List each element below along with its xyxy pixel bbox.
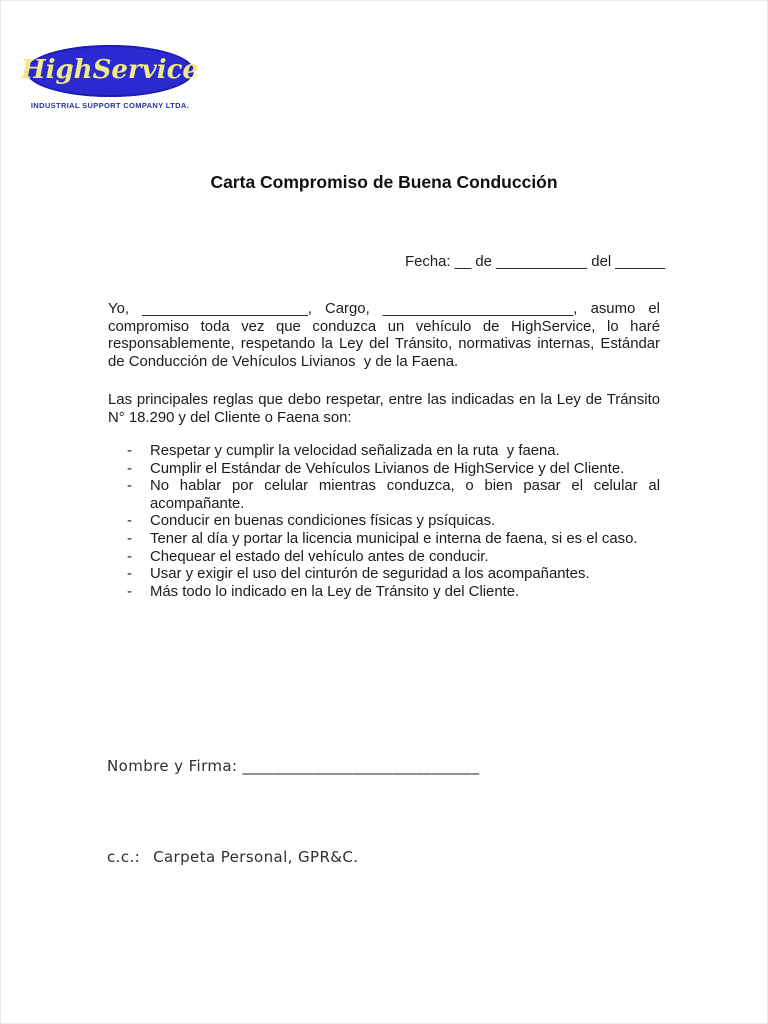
company-logo [21,45,199,110]
page-title: Carta Compromiso de Buena Conducción [210,172,558,192]
rule-text: Cumplir el Estándar de Vehículos Livianos de HighService y del Cliente. [150,460,625,477]
list-item [108,531,660,549]
logo-tagline: INDUSTRIAL SUPPORT COMPANY LTDA. [30,101,190,110]
rules-intro-paragraph: Las principales reglas que debo respetar, entre las indicadas en la Ley de Tránsito N° 18.290 y del Cliente o Faena son: [108,392,660,426]
dash-bullet: - [127,478,132,495]
dash-bullet: - [127,513,132,530]
date-fill-in-line: Fecha: __ de ___________ del ______ [405,254,665,270]
list-item [108,584,660,602]
cc-label: c.c.: [107,848,141,866]
rule-text: Respetar y cumplir la velocidad señalizada en la ruta y faena. [150,443,560,459]
rule-text: No hablar por celular mientras conduzca, o bien pasar el celular al acompañante. [150,478,660,512]
rule-text: Usar y exigir el uso del cinturón de seguridad a los acompañantes. [150,566,590,583]
logo-ellipse-icon [21,45,199,97]
list-item [108,461,660,479]
dash-bullet: - [127,530,132,547]
dash-bullet: - [127,460,132,477]
logo-brand-text: HighService [21,55,199,85]
list-item [108,478,660,513]
list-item [108,549,660,567]
list-item [108,443,660,461]
cc-note [107,848,358,866]
dash-bullet: - [127,548,132,565]
rule-text: Más todo lo indicado en la Ley de Tránsito y del Cliente. [150,583,520,600]
rules-list [108,443,660,601]
rule-text: Conducir en buenas condiciones físicas y psíquicas. [150,513,496,530]
cc-value: Carpeta Personal, GPR&C. [153,848,359,866]
list-item [108,513,660,531]
dash-bullet: - [127,583,132,600]
signature-label: Nombre y Firma: [107,757,238,775]
signature-field [107,757,479,775]
rule-text: Chequear el estado del vehículo antes de conducir. [150,548,489,565]
dash-bullet: - [127,443,132,459]
list-item [108,566,660,584]
dash-bullet: - [127,566,132,583]
rule-text: Tener al día y portar la licencia municipal e interna de faena, si es el caso. [150,530,638,547]
intro-paragraph: Yo, ____________________, Cargo, _______________________, asumo el compromiso toda vez que conduzca un vehículo de HighService, lo haré responsablemente, respetando la Ley del Tránsito, normativas internas, Estándar de Conducción de Vehículos Livianos y de la Faena. [108,301,660,370]
signature-blank-line: ______________________________ [242,757,480,775]
